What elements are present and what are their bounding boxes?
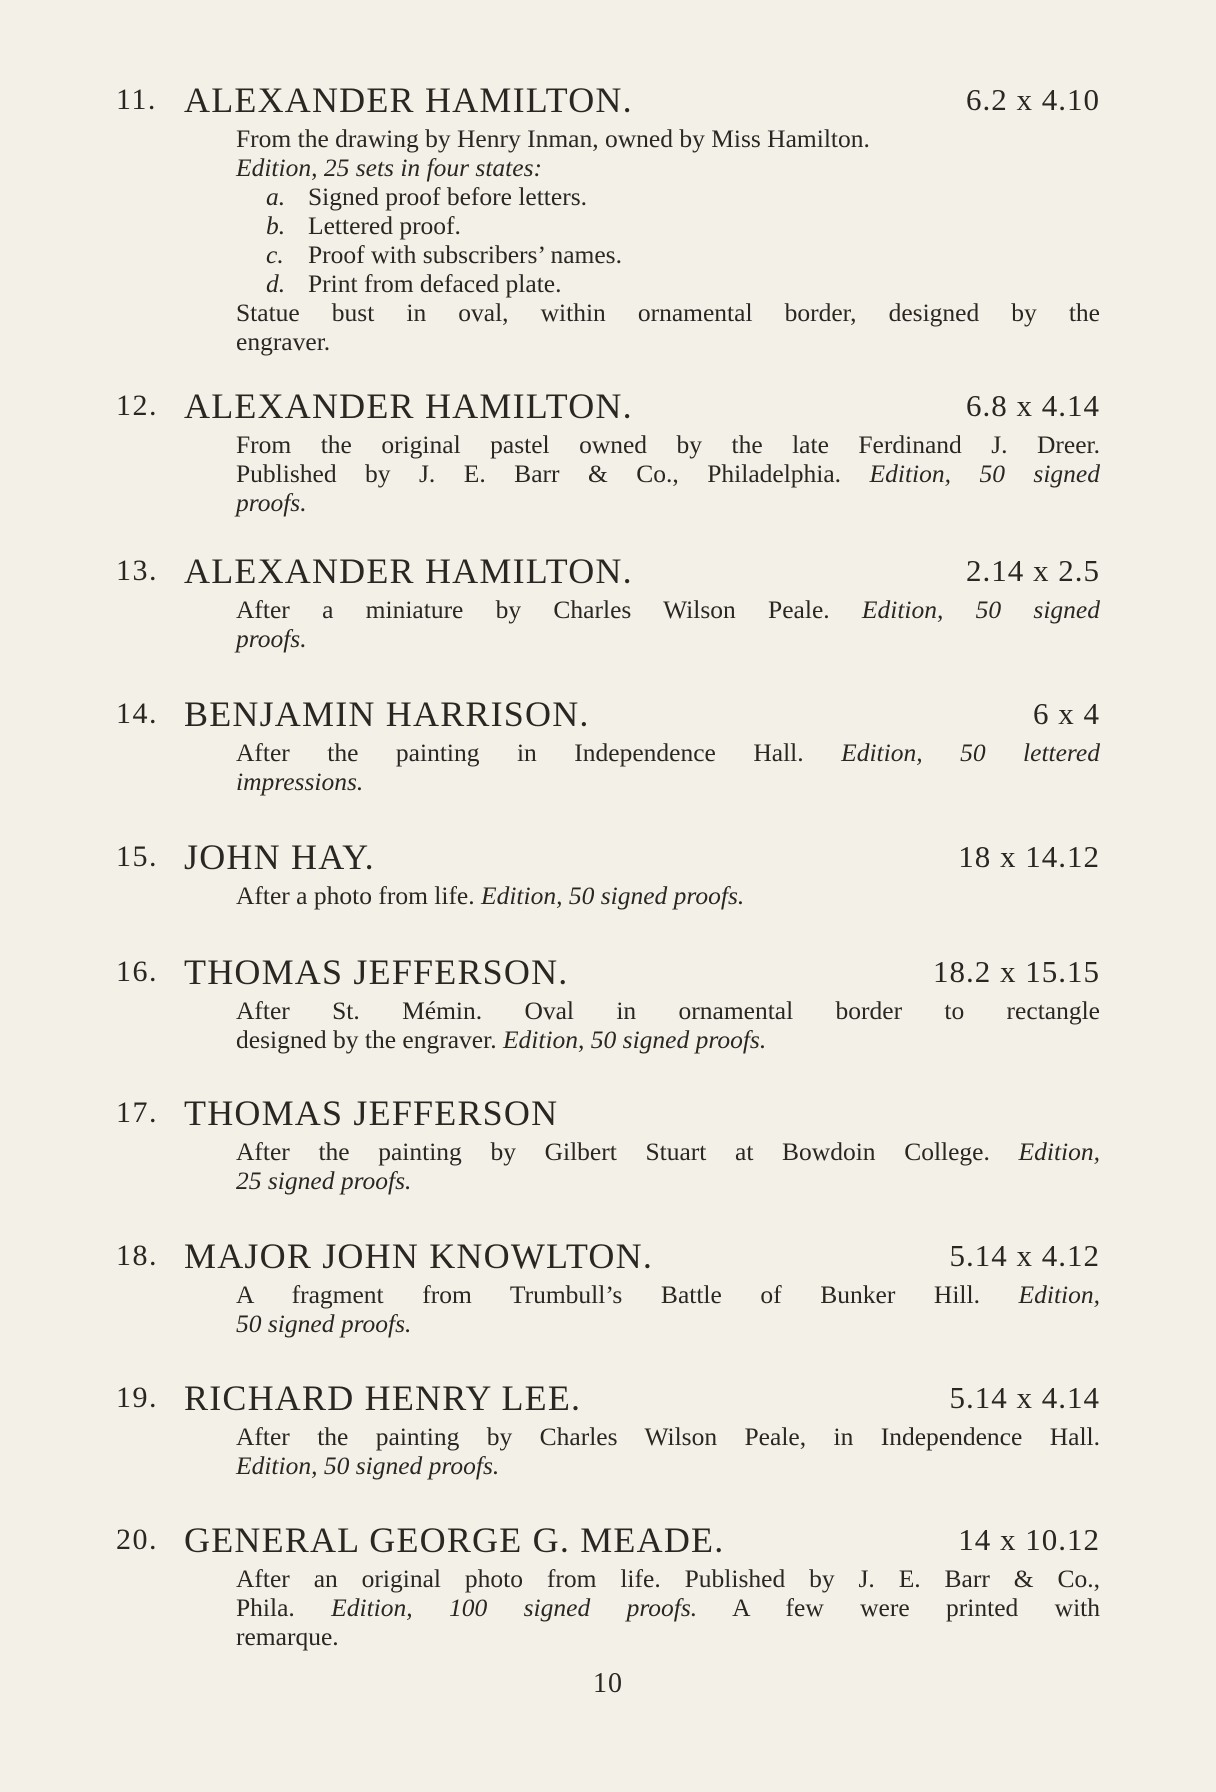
edition-text: impressions. [236, 767, 364, 796]
catalogue-entry-17 [116, 1091, 1100, 1195]
description-line: From the original pastel owned by the late Ferdinand J. Dreer. [236, 430, 1100, 459]
entry-dimensions: 18.2 x 15.15 [933, 954, 1100, 989]
entry-title: ALEXANDER HAMILTON. [184, 80, 633, 120]
state-letter: c. [266, 240, 284, 269]
catalogue-entry-20 [116, 1518, 1100, 1651]
description-line [236, 595, 1100, 624]
entry-description [236, 1564, 1100, 1651]
state-item [236, 269, 1100, 298]
description-text: Published by J. E. Barr & Co., Philadelphia. [236, 459, 870, 488]
entry-number: 18. [116, 1239, 158, 1272]
description-line: After St. Mémin. Oval in ornamental border to rectangle [236, 996, 1100, 1025]
catalogue-entry-19 [116, 1376, 1100, 1480]
state-item [236, 182, 1100, 211]
page-number: 10 [593, 1668, 623, 1699]
entry-number: 11. [116, 83, 157, 116]
entry-heading [116, 835, 1100, 879]
entry-heading [116, 1376, 1100, 1420]
state-item [236, 211, 1100, 240]
entry-description [236, 996, 1100, 1054]
description-text: designed by the engraver. [236, 1025, 503, 1054]
catalogue-entry-16 [116, 950, 1100, 1054]
description-line: After the painting by Charles Wilson Peale, in Independence Hall. [236, 1422, 1100, 1451]
entry-description [236, 124, 1100, 356]
description-line: Statue bust in oval, within ornamental border, designed by the [236, 298, 1100, 327]
description-text: A fragment from Trumbull’s Battle of Bunker Hill. [236, 1280, 1019, 1309]
entry-heading [116, 1234, 1100, 1278]
entry-heading [116, 1091, 1100, 1135]
entry-description [236, 430, 1100, 517]
entry-number: 15. [116, 840, 158, 873]
edition-text: proofs. [236, 624, 307, 653]
entry-number: 17. [116, 1096, 158, 1129]
catalogue-entry-15 [116, 835, 1100, 910]
entry-description [236, 738, 1100, 796]
entry-title: JOHN HAY. [184, 837, 375, 877]
state-text: Signed proof before letters. [308, 182, 587, 211]
catalogue-entry-13 [116, 549, 1100, 653]
catalogue-entry-18 [116, 1234, 1100, 1338]
entry-dimensions: 2.14 x 2.5 [966, 553, 1100, 588]
entry-heading [116, 692, 1100, 736]
entry-heading [116, 1518, 1100, 1562]
edition-text: Edition, 50 signed proofs. [481, 881, 745, 910]
entry-description [236, 595, 1100, 653]
description-line [236, 881, 1100, 910]
entry-heading [116, 950, 1100, 994]
catalogue-entry-11 [116, 78, 1100, 356]
state-letter: d. [266, 269, 286, 298]
entry-number: 19. [116, 1381, 158, 1414]
description-line [236, 1137, 1100, 1166]
description-line: From the drawing by Henry Inman, owned by Miss Hamilton. [236, 124, 870, 153]
entry-dimensions: 5.14 x 4.14 [949, 1380, 1100, 1415]
description-line: engraver. [236, 327, 331, 356]
entry-title: BENJAMIN HARRISON. [184, 694, 590, 734]
entry-title: ALEXANDER HAMILTON. [184, 386, 633, 426]
entry-title: THOMAS JEFFERSON [184, 1093, 559, 1133]
edition-text: Edition, 50 signed [861, 595, 1100, 624]
entry-title: RICHARD HENRY LEE. [184, 1378, 582, 1418]
states-list [236, 182, 1100, 298]
description-line [236, 459, 1100, 488]
description-line [236, 1166, 1100, 1195]
description-text: After the painting by Gilbert Stuart at Bowdoin College. [236, 1137, 1019, 1166]
state-text: Proof with subscribers’ names. [308, 240, 622, 269]
entry-heading [116, 549, 1100, 593]
description-line [236, 1025, 1100, 1054]
edition-text: Edition, [1018, 1137, 1100, 1166]
entry-title: THOMAS JEFFERSON. [184, 952, 569, 992]
state-letter: b. [266, 211, 286, 240]
entry-title: GENERAL GEORGE G. MEADE. [184, 1520, 725, 1560]
description-line: After an original photo from life. Published by J. E. Barr & Co., [236, 1564, 1100, 1593]
description-line: remarque. [236, 1622, 339, 1651]
edition-line: Edition, 25 sets in four states: [236, 153, 542, 182]
entry-number: 12. [116, 389, 158, 422]
catalogue-entry-12 [116, 384, 1100, 517]
state-item [236, 240, 1100, 269]
description-text: A few were printed with [697, 1593, 1100, 1622]
catalogue-entry-14 [116, 692, 1100, 796]
edition-text: Edition, 50 signed proofs. [502, 1025, 767, 1054]
entry-dimensions: 14 x 10.12 [958, 1522, 1100, 1557]
entry-number: 16. [116, 955, 158, 988]
description-line [236, 624, 1100, 653]
entry-dimensions: 6.2 x 4.10 [966, 82, 1100, 117]
entry-dimensions: 6 x 4 [1033, 696, 1100, 731]
description-line [236, 1309, 1100, 1338]
entry-dimensions: 18 x 14.12 [958, 839, 1100, 874]
entry-number: 13. [116, 554, 158, 587]
description-line [236, 738, 1100, 767]
edition-text: 50 signed proofs. [236, 1309, 412, 1338]
edition-text: Edition, 50 signed proofs. [236, 1451, 500, 1480]
entry-number: 20. [116, 1523, 158, 1556]
entry-dimensions: 6.8 x 4.14 [966, 388, 1100, 423]
description-line [236, 767, 1100, 796]
description-text: Phila. [236, 1593, 332, 1622]
entry-title: ALEXANDER HAMILTON. [184, 551, 633, 591]
edition-text: Edition, 100 signed proofs. [331, 1593, 698, 1622]
state-text: Print from defaced plate. [308, 269, 562, 298]
description-line [236, 1280, 1100, 1309]
description-line [236, 488, 1100, 517]
description-text: After a photo from life. [236, 881, 482, 910]
entry-title: MAJOR JOHN KNOWLTON. [184, 1236, 654, 1276]
description-line [236, 1593, 1100, 1622]
entry-description [236, 1137, 1100, 1195]
state-text: Lettered proof. [308, 211, 461, 240]
entry-dimensions: 5.14 x 4.12 [949, 1238, 1100, 1273]
entry-description [236, 1280, 1100, 1338]
description-text: After a miniature by Charles Wilson Peale. [236, 595, 862, 624]
edition-text: 25 signed proofs. [236, 1166, 412, 1195]
edition-text: Edition, 50 signed [869, 459, 1100, 488]
edition-text: Edition, 50 lettered [841, 738, 1100, 767]
entry-heading [116, 78, 1100, 122]
entry-number: 14. [116, 697, 158, 730]
state-letter: a. [266, 182, 286, 211]
entry-heading [116, 384, 1100, 428]
entry-description [236, 1422, 1100, 1480]
description-line [236, 1451, 1100, 1480]
edition-text: Edition, [1018, 1280, 1100, 1309]
description-text: After the painting in Independence Hall. [236, 738, 842, 767]
entry-description [236, 881, 1100, 910]
edition-text: proofs. [236, 488, 307, 517]
